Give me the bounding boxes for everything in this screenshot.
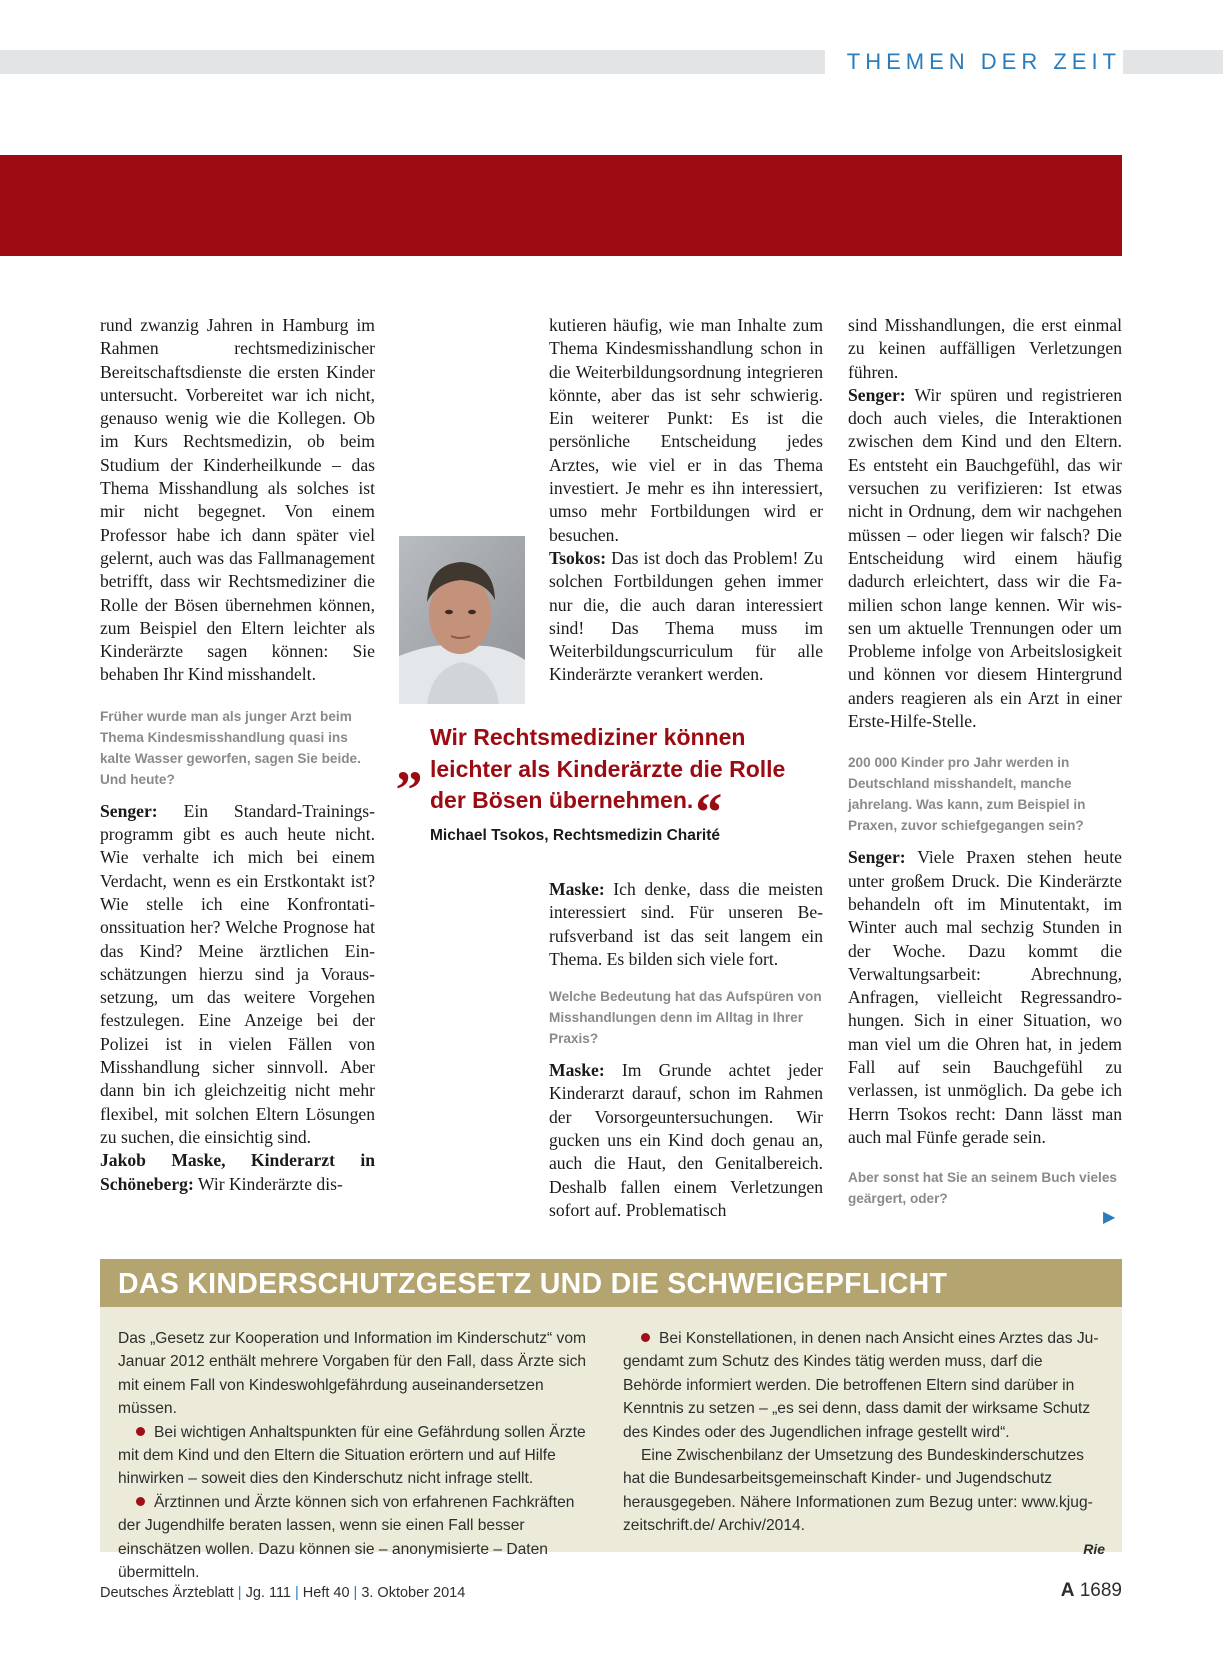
interview-question: Welche Bedeutung hat das Aufspüren von Misshandlungen denn im Alltag in Ihrer Praxis? [549, 989, 822, 1047]
page-number-value: 1689 [1079, 1580, 1122, 1601]
triangle-right-icon: ▶ [1103, 1209, 1116, 1226]
info-box-outro: Eine Zwischenbilanz der Umsetzung des Bundeskinderschutzes hat die Bundesarbeitsgemeinschaft Kinder- und Jugendschutz herausgegeben. Nähere Informationen zum Bezug unter: www.kjug-zeitschrift.de/ Archiv/2014. [623, 1447, 1093, 1535]
pull-quote-author: Michael Tsokos, Rechtsmedizin Charité [430, 826, 720, 844]
info-box-column-1 [118, 1327, 598, 1584]
answer-text: Ich denke, dass die meisten interessiert sind. Für unseren Berufsverband ist das seit langem ein Thema. Es bilden sich viele fort. [549, 879, 824, 969]
issue: Heft 40 [302, 1585, 350, 1601]
answer-text: Viele Praxen stehen heute unter großem Druck. Die Kinderärzte behandeln oft im Minutentakt, im Winter auch mal sechzig Stunden in der Woche. Dazu kommt die Verwaltungsarbeit: Abrechnung, Anfragen, vielleicht Regressandrohungen. Sich in einer Situation, wo man viel um die Ohren hat, in jedem Fall auf sein Bauchgefühl zu verlassen, ist unmöglich. Da gebe ich Herrn Tsokos recht: Dann lässt man auch mal Fünfe gerade sein. [848, 847, 1122, 1147]
paragraph [549, 878, 823, 971]
info-box [100, 1307, 1122, 1582]
red-dot-icon [136, 1427, 145, 1436]
volume: Jg. 111 [245, 1585, 291, 1601]
speaker-name: Maske: [549, 1060, 605, 1081]
page-number [1061, 1580, 1122, 1602]
paragraph [100, 800, 375, 1149]
issue-date: 3. Oktober 2014 [361, 1585, 466, 1601]
answer-text: Wir spüren und registrieren doch auch vieles, die Interaktionen zwischen dem Kind und den Eltern. Es entsteht ein Bauchgefühl, das wir versuchen zu verifizieren: Ist etwas nicht in Ordnung, dem wir nachgehen müssen – oder liegen wir falsch? Die Entscheidung wird einem häufig dadurch erleichtert, dass wir die Familien schon lange kennen. Wir wissen um aktuelle Trennungen oder um Probleme infolge von Arbeitslosigkeit und können vor diesem Hintergrund anders reagieren als ein Arzt in einer Erste-Hilfe-Stelle. [848, 384, 1122, 732]
paragraph [848, 384, 1122, 733]
info-box-author: Rie [1083, 1540, 1105, 1557]
paragraph: kutieren häufig, wie man Inhalte zum Thema Kindesmisshandlung schon in die Weiterbildungsordnung integrieren könnte, aber das ist sehr schwierig. Ein weiterer Punkt: Es ist die persönliche Entscheidung jedes Arztes, wie viel er in das Thema investiert. Je mehr es ihn interessiert, umso mehr Fortbildungen wird er besuchen. [549, 315, 823, 545]
speaker-name: Senger: [100, 800, 158, 821]
paragraph [549, 547, 823, 687]
info-box-bullet: Ärztinnen und Ärzte können sich von erfahrenen Fachkräften der Jugendhilfe beraten lassen, wenn sie einen Fall besser einschätzen wollen. Dazu können sie – anonymisierte – Daten übermitteln. [118, 1493, 575, 1582]
paragraph [549, 1059, 823, 1222]
close-quote-mark: “ [695, 782, 723, 842]
answer-text: Im Grunde achtet jeder Kinderarzt darauf, schon im Rahmen der Vorsorgeuntersuchungen. Wir gucken uns ein Kind doch genau an, auch die Haut, den Genitalbereich. Deshalb fallen einem Verletzungen sofort auf. Problematisch [549, 1060, 823, 1220]
info-box-column-2 [623, 1327, 1105, 1561]
answer-text: Das ist doch das Problem! Zu solchen Fortbildungen gehen immer nur die, die auch daran interessiert sind! Das Thema muss im Weiterbildungscurriculum für alle Kinderärzte verankert werden. [549, 547, 823, 685]
paragraph: rund zwanzig Jahren in Hamburg im Rahmen rechtsmedizinischer Bereitschaftsdienste die ersten Kinder untersucht. Vorbereitet war ich nicht, genauso wenig wie die Kollegen. Ob im Kurs Rechtsmedizin, ob beim Studium der Kinderheilkunde – das Thema Misshandlung als solches ist mir nicht begegnet. Von einem Professor habe ich dann später viel gelernt, auch was das Fallmanagement betrifft, dass wir Rechtsmediziner die Rolle der Bösen übernehmen können, zum Beispiel den Eltern leichter als Kinderärzte sagen können: Sie behaben Ihr Kind misshandelt. [100, 315, 375, 685]
speaker-name: Senger: [848, 384, 906, 405]
paragraph: sind Misshandlungen, die erst einmal zu keinen auffälligen Verletzungen führen. [848, 315, 1122, 382]
page-prefix: A [1060, 1580, 1075, 1601]
article-column-2-continued [549, 878, 823, 1222]
speaker-name: Tsokos: [549, 547, 607, 568]
answer-text: Ein Standard-Trainingsprogramm gibt es auch heute nicht. Wie verhalte ich mich bei einem Verdacht, wenn es ein Erstkontakt ist? Wie stelle ich eine Konfrontationssituation her? Welche Prognose hat das Kind? Meine ärztlichen Einschätzungen hierzu sind ja Voraussetzung, um das weitere Vorgehen festzulegen. Eine Anzeige bei der Polizei ist in vielen Fällen von Misshandlung sicher sinnvoll. Aber dann bin ich gleichzeitig nicht mehr flexibel, mit solchen Eltern Lösungen zu suchen, die einsichtig sind. [100, 800, 375, 1147]
interview-question: 200 000 Kinder pro Jahr werden in Deutschland misshandelt, manche jahrelang. Was kann, zum Beispiel in Praxen, zuvor schiefgegangen sein? [848, 755, 1086, 834]
pull-quote: „ Wir Rechtsmediziner können leichter als Kinderärzte die Rolle der Bösen übernehmen.“ Michael Tsokos, Rechtsmedizin Charité [399, 722, 819, 845]
interview-question: Früher wurde man als junger Arzt beim Thema Kindesmisshandlung quasi ins kalte Wasser geworfen, sagen Sie beide. Und heute? [100, 708, 361, 787]
page-footer: Deutsches Ärzteblatt | Jg. 111 | Heft 40 | 3. Oktober 2014 [100, 1585, 466, 1601]
interview-question: Aber sonst hat Sie an seinem Buch vieles geärgert, oder? [848, 1170, 1117, 1207]
pull-quote-body: Wir Rechtsmediziner können leichter als Kinderärzte die Rolle der Bösen übernehmen. [430, 724, 786, 813]
info-box-bullet: Bei wichtigen Anhaltspunkten für eine Gefährdung sollen Ärzte mit dem Kind und den Eltern die Situation erörtern und auf Hilfe hinwirken – soweit dies den Kinderschutz nicht infrage stellt. [118, 1423, 586, 1488]
info-box-intro: Das „Gesetz zur Kooperation und Information im Kinderschutz“ vom Januar 2012 enthält mehrere Vorgaben für den Fall, dass Ärzte sich mit einem Fall von Kindeswohlgefährdung auseinandersetzen müssen. [118, 1330, 587, 1418]
paragraph [848, 846, 1122, 1149]
article-column-1 [100, 314, 375, 1196]
title-banner [0, 155, 1122, 256]
speaker-name: Senger: [848, 847, 906, 868]
journal-name: Deutsches Ärzteblatt [100, 1585, 234, 1601]
section-label: THEMEN DER ZEIT [825, 48, 1123, 76]
red-dot-icon [641, 1333, 650, 1342]
answer-text: Wir Kinderärzte dis- [197, 1173, 343, 1194]
speaker-name: Maske: [549, 879, 605, 899]
speaker-name: Jakob Maske, Kinderarzt in Schöneberg: [100, 1150, 375, 1194]
info-box-bullet: Bei Konstellationen, in denen nach Ansicht eines Arztes das Jugendamt zum Schutz des Kindes tätig werden muss, darf die Behörde informiert werden. Die betroffenen Eltern sind darüber in Kenntnis zu setzen – „es sei denn, dass damit der wirksame Schutz des Kindes oder des Jugendlichen infrage gestellt wird“. [623, 1330, 1099, 1441]
portrait-photo [399, 536, 525, 704]
info-box-title: DAS KINDERSCHUTZGESETZ UND DIE SCHWEIGEPFLICHT [118, 1268, 948, 1300]
paragraph [100, 1149, 375, 1196]
article-column-2 [549, 314, 823, 687]
red-dot-icon [136, 1497, 145, 1506]
article-column-3 [848, 314, 1122, 1209]
info-box-header [100, 1259, 1122, 1307]
